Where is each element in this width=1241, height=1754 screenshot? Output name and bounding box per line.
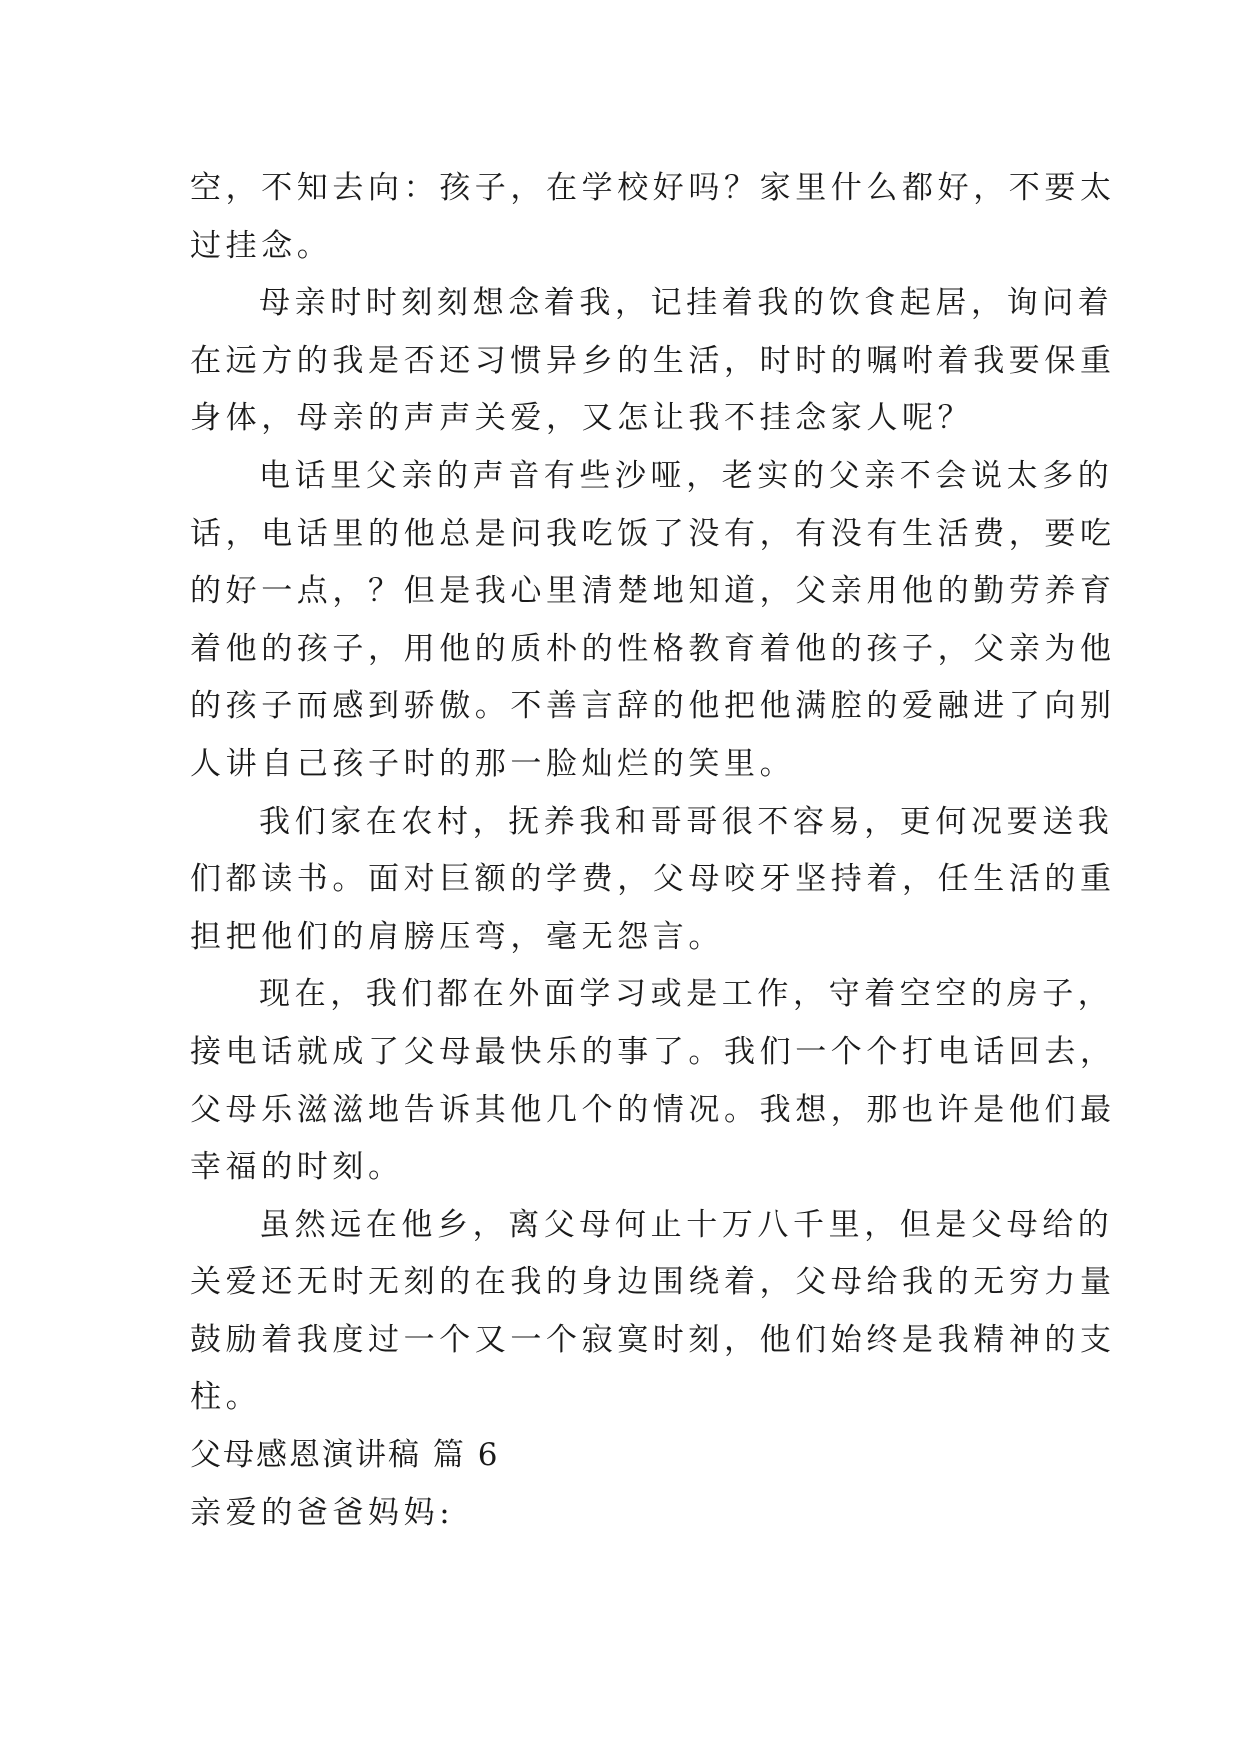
text-line: 过挂念。 xyxy=(190,227,333,264)
text-line: 鼓励着我度过一个又一个寂寞时刻，他们始终是我精神的支 xyxy=(190,1321,1116,1358)
text-line: 们都读书。面对巨额的学费，父母咬牙坚持着，任生活的重 xyxy=(190,861,1116,898)
text-line: 担把他们的肩膀压弯，毫无怨言。 xyxy=(190,918,724,955)
text-line: 的好一点，？但是我心里清楚地知道，父亲用他的勤劳养育 xyxy=(190,573,1116,610)
document-body xyxy=(190,160,1116,1542)
text-line: 在远方的我是否还习惯异乡的生活，时时的嘱咐着我要保重 xyxy=(190,342,1116,379)
paragraph-start-line: 虽然远在他乡，离父母何止十万八千里，但是父母给的 xyxy=(259,1206,1114,1243)
salutation-line: 亲爱的爸爸妈妈: xyxy=(190,1494,455,1531)
text-line: 关爱还无时无刻的在我的身边围绕着，父母给我的无穷力量 xyxy=(190,1264,1116,1301)
text-line: 父母乐滋滋地告诉其他几个的情况。我想，那也许是他们最 xyxy=(190,1091,1116,1128)
paragraph-start-line: 我们家在农村，抚养我和哥哥很不容易，更何况要送我 xyxy=(259,803,1114,840)
text-line: 的孩子而感到骄傲。不善言辞的他把他满腔的爱融进了向别 xyxy=(190,688,1116,725)
text-line: 空，不知去向：孩子，在学校好吗？家里什么都好，不要太 xyxy=(190,170,1116,206)
text-line: 话，电话里的他总是问我吃饭了没有，有没有生活费，要吃 xyxy=(190,515,1116,552)
text-line: 着他的孩子，用他的质朴的性格教育着他的孩子，父亲为他 xyxy=(190,630,1116,667)
paragraph-start-line: 母亲时时刻刻想念着我，记挂着我的饮食起居，询问着 xyxy=(259,285,1114,322)
text-line: 接电话就成了父母最快乐的事了。我们一个个打电话回去， xyxy=(190,1033,1116,1070)
section-heading: 父母感恩演讲稿 篇 6 xyxy=(190,1437,500,1474)
text-line: 身体，母亲的声声关爱，又怎让我不挂念家人呢？ xyxy=(190,400,974,437)
text-line: 人讲自己孩子时的那一脸灿烂的笑里。 xyxy=(190,745,796,782)
paragraph-start-line: 现在，我们都在外面学习或是工作，守着空空的房子， xyxy=(259,976,1114,1013)
text-line: 幸福的时刻。 xyxy=(190,1149,404,1186)
text-line: 柱。 xyxy=(190,1379,262,1416)
paragraph-start-line: 电话里父亲的声音有些沙哑，老实的父亲不会说太多的 xyxy=(259,457,1114,494)
